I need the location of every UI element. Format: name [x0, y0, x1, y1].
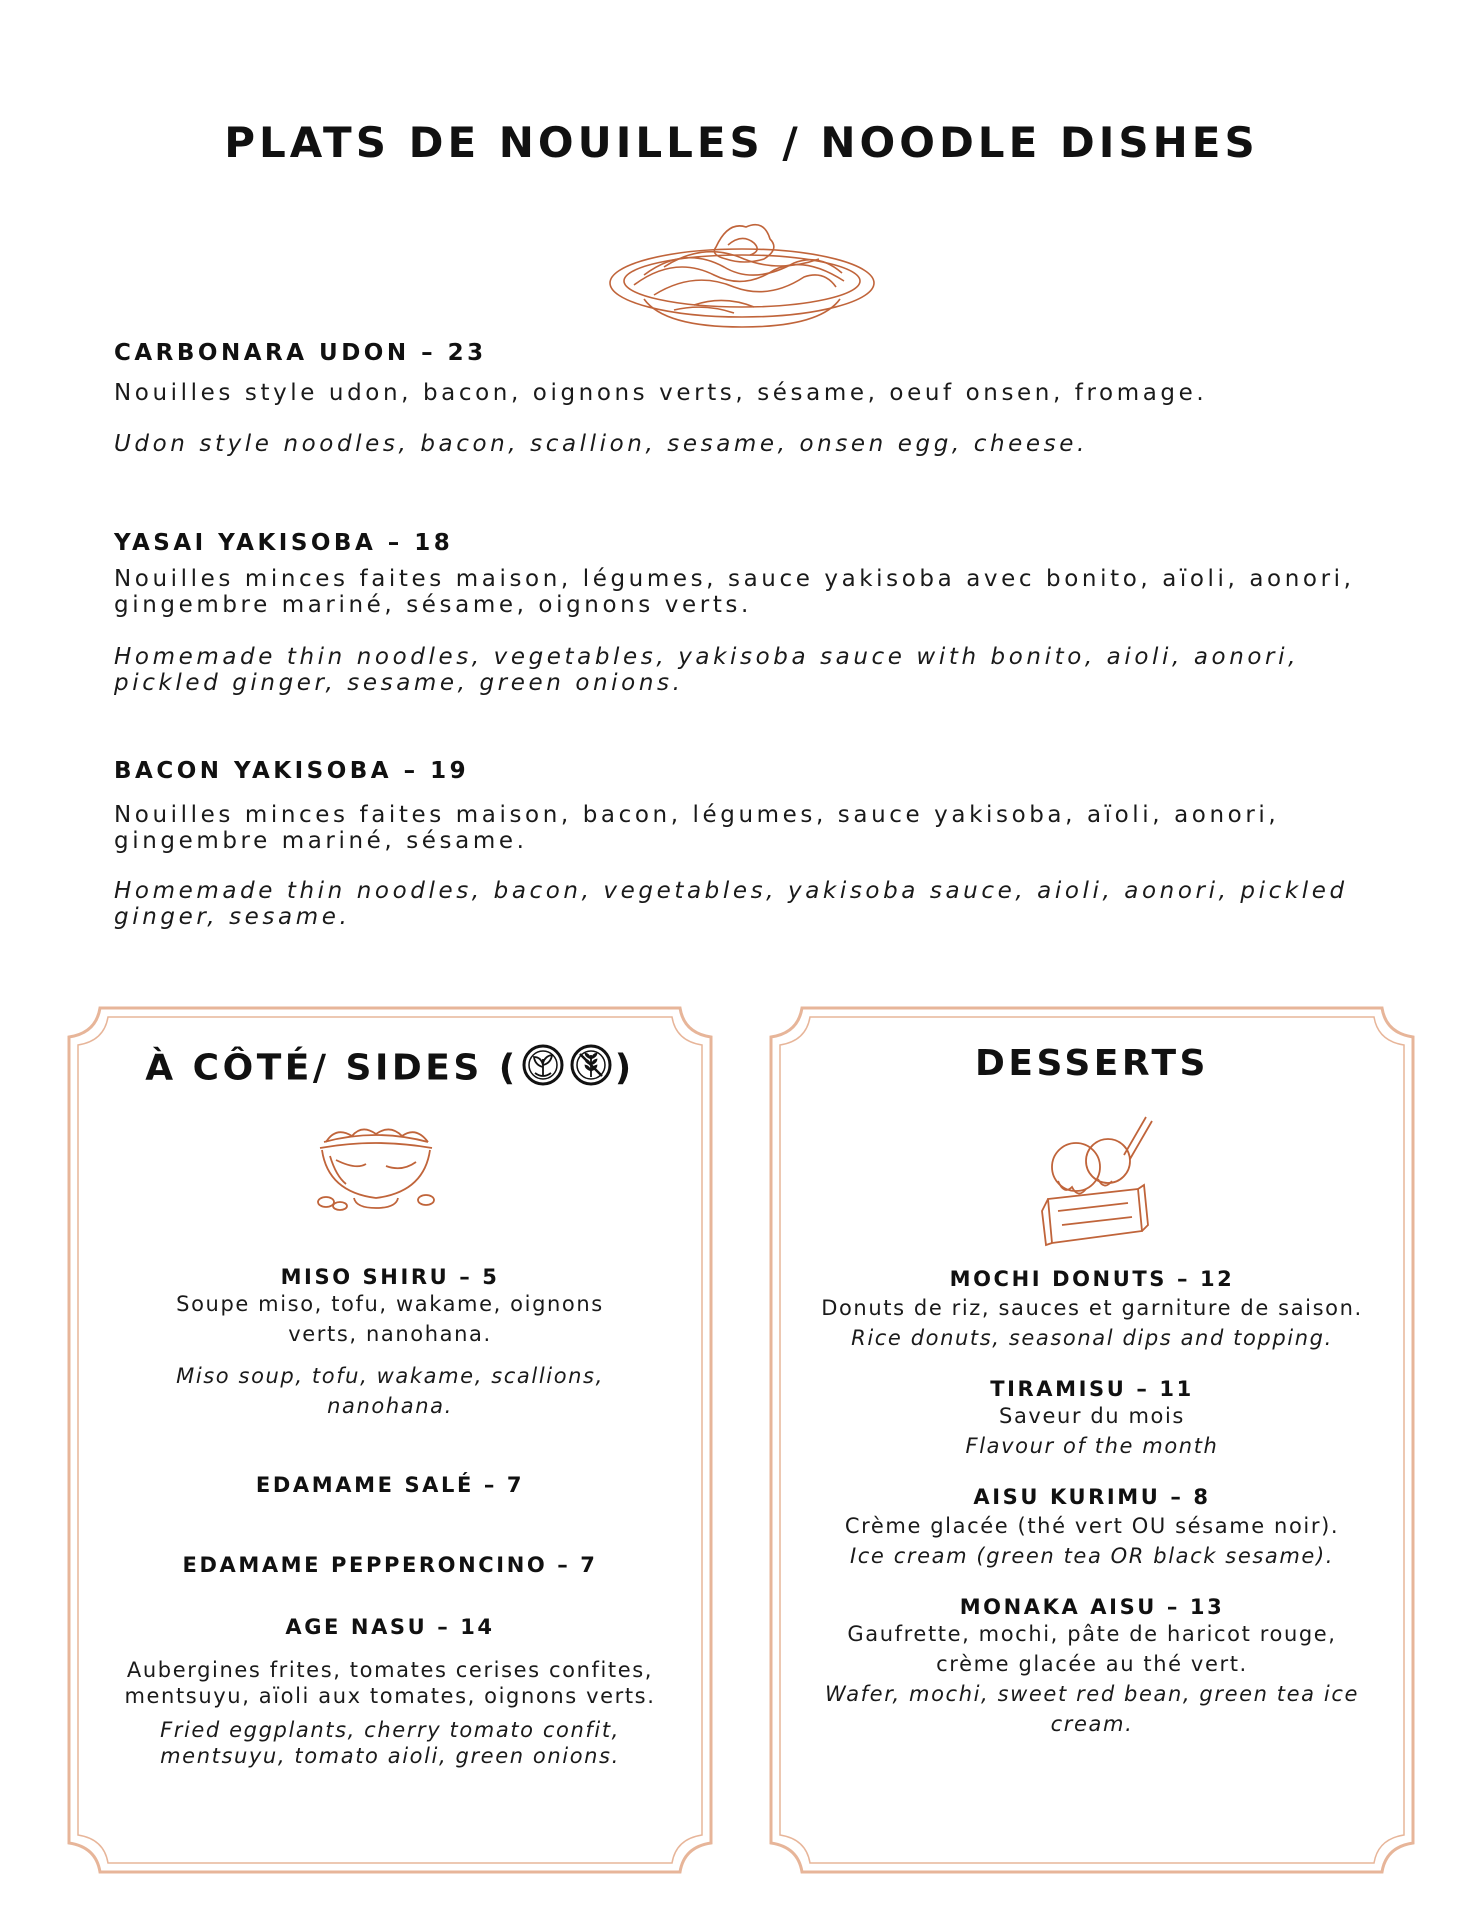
menu-item — [106, 1553, 674, 1577]
item-description-fr: Donuts de riz, sauces et garniture de saison. — [821, 1296, 1363, 1320]
item-description-fr: Saveur du mois — [999, 1404, 1185, 1428]
item-description-en: Wafer, mochi, sweet red bean, green tea ice cream. — [825, 1682, 1359, 1736]
item-description-en: Rice donuts, seasonal dips and topping. — [851, 1326, 1333, 1350]
dish-name: YASAI YAKISOBA – 18 — [114, 530, 454, 556]
item-description-en: Fried eggplants, cherry tomato confit, mentsuyu, tomato aioli, green onions. — [160, 1718, 620, 1768]
dish-name: BACON YAKISOBA – 19 — [114, 758, 470, 784]
gluten-free-icon — [569, 1043, 613, 1096]
sides-list — [106, 1265, 674, 1769]
item-description-fr: Aubergines frites, tomates cerises confites, mentsuyu, aïoli aux tomates, oignons verts. — [124, 1658, 656, 1708]
menu-item — [808, 1595, 1376, 1739]
item-name: MONAKA AISU – 13 — [959, 1595, 1225, 1619]
item-description-fr: Soupe miso, tofu, wakame, oignons verts, nanohana. — [176, 1292, 604, 1346]
item-name: EDAMAME SALÉ – 7 — [255, 1473, 525, 1497]
sides-title — [66, 1043, 714, 1096]
menu-item — [106, 1615, 674, 1769]
menu-item — [808, 1377, 1376, 1461]
ice-cream-box-illustration — [1038, 1115, 1158, 1255]
rice-bowl-illustration — [306, 1120, 446, 1220]
dish-description-en: Udon style noodles, bacon, scallion, sesame, onsen egg, cheese. — [114, 431, 1088, 457]
item-description-fr: Crème glacée (thé vert OU sésame noir). — [844, 1514, 1340, 1538]
menu-item — [114, 758, 1414, 930]
sides-panel — [66, 1005, 714, 1875]
dish-description-fr: Nouilles style udon, bacon, oignons verts, sésame, oeuf onsen, fromage. — [114, 380, 1208, 406]
menu-item — [106, 1473, 674, 1497]
vegan-icon — [521, 1043, 565, 1096]
desserts-list — [808, 1267, 1376, 1739]
ice-cream-icon — [1038, 1115, 1158, 1255]
item-description-en: Miso soup, tofu, wakame, scallions, nanohana. — [176, 1364, 604, 1418]
noodle-plate-illustration — [604, 215, 880, 335]
dish-description-fr: Nouilles minces faites maison, bacon, légumes, sauce yakisoba, aïoli, aonori, gingembre mariné, sésame. — [114, 802, 1280, 854]
item-name: AISU KURIMU – 8 — [973, 1485, 1211, 1509]
menu-item — [808, 1485, 1376, 1571]
noodle-plate-icon — [604, 215, 880, 335]
dish-description-fr: Nouilles minces faites maison, légumes, sauce yakisoba avec bonito, aïoli, aonori, gingembre mariné, sésame, oignons verts. — [114, 566, 1355, 618]
dish-description-en: Homemade thin noodles, bacon, vegetables, yakisoba sauce, aioli, aonori, pickled ginger, sesame. — [114, 878, 1348, 930]
sides-title-text: À CÔTÉ/ SIDES ( — [145, 1047, 519, 1089]
menu-item — [114, 530, 1414, 696]
desserts-panel — [768, 1005, 1416, 1875]
item-description-en: Flavour of the month — [965, 1434, 1219, 1458]
sides-title-close: ) — [614, 1047, 635, 1089]
desserts-title: DESSERTS — [975, 1043, 1209, 1084]
item-name: EDAMAME PEPPERONCINO – 7 — [182, 1553, 598, 1577]
item-name: MISO SHIRU – 5 — [280, 1265, 500, 1289]
menu-item — [808, 1267, 1376, 1353]
rice-bowl-icon — [306, 1120, 446, 1220]
item-name: MOCHI DONUTS – 12 — [949, 1267, 1235, 1291]
item-description-en: Ice cream (green tea OR black sesame). — [849, 1544, 1335, 1568]
dish-description-en: Homemade thin noodles, vegetables, yakisoba sauce with bonito, aioli, aonori, pickled ginger, sesame, green onions. — [114, 644, 1300, 696]
item-name: AGE NASU – 14 — [285, 1615, 495, 1639]
item-name: TIRAMISU – 11 — [990, 1377, 1194, 1401]
menu-item — [114, 340, 1414, 457]
page-title: PLATS DE NOUILLES / NOODLE DISHES — [224, 118, 1259, 167]
menu-item — [106, 1265, 674, 1421]
item-description-fr: Gaufrette, mochi, pâte de haricot rouge, crème glacée au thé vert. — [847, 1622, 1337, 1676]
dish-name: CARBONARA UDON – 23 — [114, 340, 487, 366]
